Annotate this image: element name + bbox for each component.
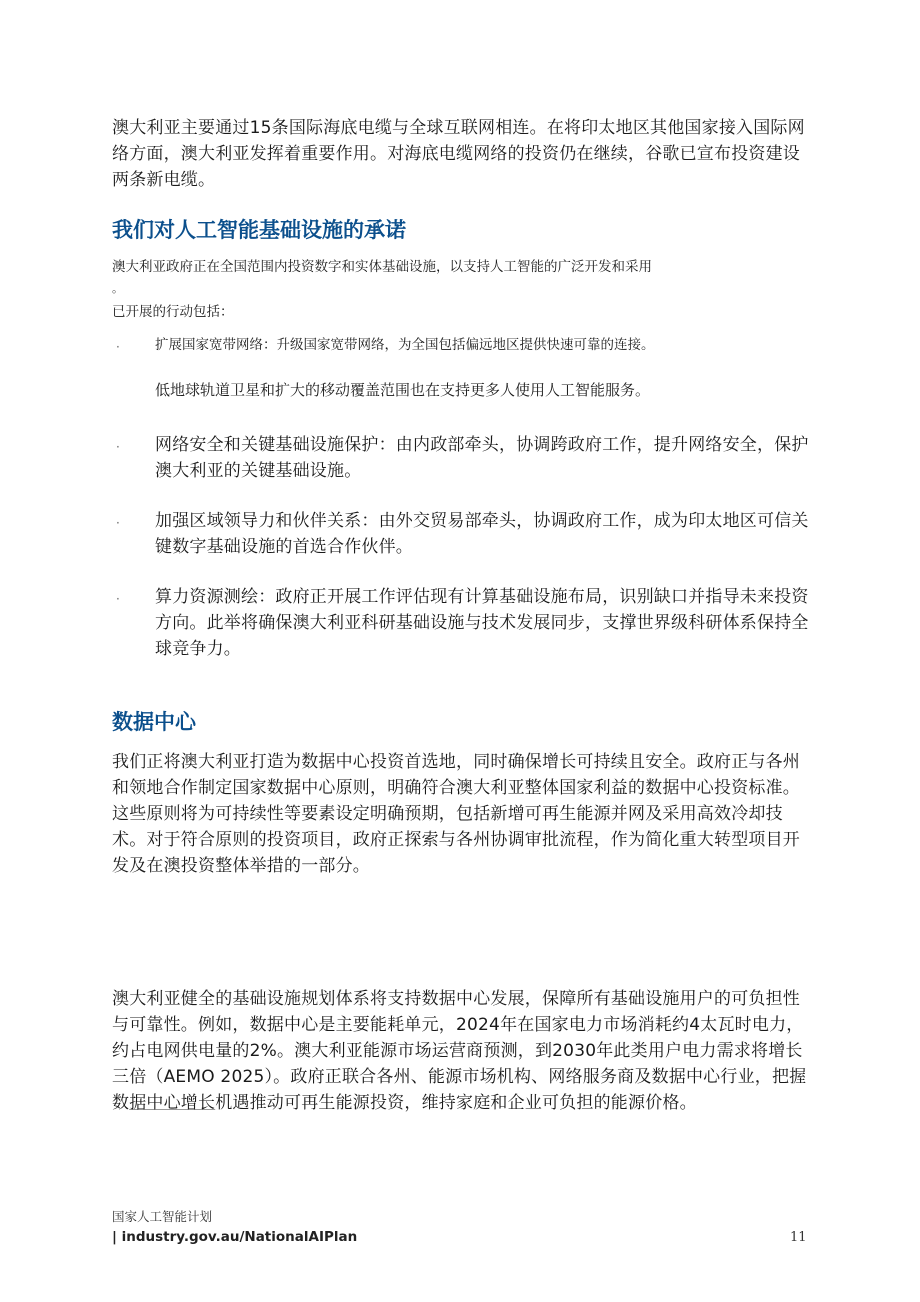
intro-paragraph: 澳大利亚主要通过15条国际海底电缆与全球互联网相连。在将印太地区其他国家接入国际网络方面，澳大利亚发挥着重要作用。对海底电缆网络的投资仍在继续，谷歌已宣布投资建设两条新电缆。	[112, 118, 805, 190]
list-item: 网络安全和关键基础设施保护：由内政部牵头，协调跨政府工作，提升网络安全，保护澳大利亚的关键基础设施。	[155, 435, 809, 481]
list-bullet: ·	[116, 440, 120, 454]
section-heading-ai-infrastructure: 我们对人工智能基础设施的承诺	[112, 218, 406, 242]
section-heading-data-centres: 数据中心	[112, 710, 196, 734]
list-item: 加强区域领导力和伙伴关系：由外交贸易部牵头，协调政府工作，成为印太地区可信关键数字基础设施的首选合作伙伴。	[155, 511, 809, 557]
paragraph-2-text: 澳大利亚健全的基础设施规划体系将支持数据中心发展，保障所有基础设施用户的可负担性与可靠性。例如，数据中心是主要能耗单元，2024年在国家电力市场消耗约4太瓦时电力，约占电网供电量的2%。澳大利亚能源市场运营商预测，到2030年此类用户电力需求将增长三倍（AEMO 2025）。政府正联合各州、能源市场机构、网络服务商及数据中心行业，把握数	[112, 989, 807, 1113]
list-item: 扩展国家宽带网络：升级国家宽带网络，为全国包括偏远地区提供快速可靠的连接。	[155, 337, 655, 353]
list-bullet: ·	[116, 592, 120, 606]
ai-infra-lead: 澳大利亚政府正在全国范围内投资数字和实体基础设施，以支持人工智能的广泛开发和采用	[112, 259, 652, 275]
footer-url-link[interactable]: | industry.gov.au/NationalAIPlan	[112, 1229, 358, 1245]
list-bullet: ·	[116, 340, 120, 354]
paragraph-2-text-end: 机遇推动可再生能源投资，维持家庭和企业可负担的能源价格。	[215, 1093, 697, 1113]
ai-infra-lead-end: 。	[112, 282, 123, 295]
page-number: 11	[790, 1230, 807, 1245]
actions-label: 已开展的行动包括：	[112, 304, 234, 320]
paragraph-2-link[interactable]: 据中心增长	[129, 1093, 216, 1113]
list-bullet: ·	[116, 516, 120, 530]
list-item: 算力资源测绘：政府正开展工作评估现有计算基础设施布局，识别缺口并指导未来投资方向。此举将确保澳大利亚科研基础设施与技术发展同步，支撑世界级科研体系保持全球竞争力。	[155, 587, 809, 659]
footer-title: 国家人工智能计划	[112, 1209, 213, 1224]
data-centres-paragraph-1: 我们正将澳大利亚打造为数据中心投资首选地，同时确保增长可持续且安全。政府正与各州和领地合作制定国家数据中心原则，明确符合澳大利亚整体国家利益的数据中心投资标准。这些原则将为可持续性等要素设定明确预期，包括新增可再生能源并网及采用高效冷却技术。对于符合原则的投资项目，政府正探索与各州协调审批流程，作为简化重大转型项目开发及在澳投资整体举措的一部分。	[112, 752, 800, 876]
data-centres-paragraph-2	[112, 986, 807, 1116]
list-item-continuation: 低地球轨道卫星和扩大的移动覆盖范围也在支持更多人使用人工智能服务。	[155, 381, 651, 399]
